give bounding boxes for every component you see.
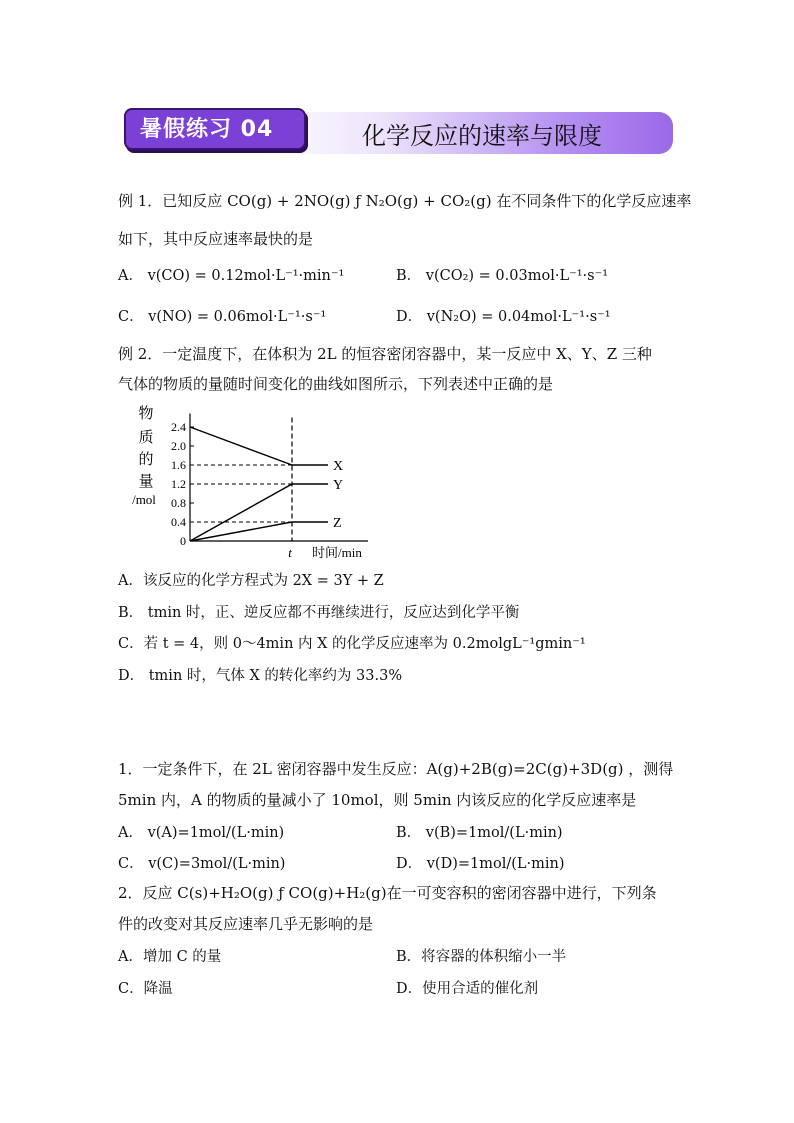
q2-option-d: D．使用合适的催化剂 bbox=[396, 981, 539, 997]
y-tick-label: 0.4 bbox=[171, 515, 186, 529]
y-tick-label: 0.8 bbox=[171, 496, 186, 510]
ex1-option-c: C． v(NO) = 0.06mol·L⁻¹·s⁻¹ bbox=[118, 309, 327, 325]
page-title: 化学反应的速率与限度 bbox=[362, 122, 602, 150]
ex2-option-d: D． tmin 时，气体 X 的转化率约为 33.3% bbox=[118, 668, 403, 684]
series-line-z bbox=[190, 522, 292, 541]
x-tick-label-t: t bbox=[288, 545, 292, 560]
q1-option-b: B． v(B)=1mol/(L·min) bbox=[396, 825, 563, 841]
ex2-option-a: A．该反应的化学方程式为 2X = 3Y + Z bbox=[118, 573, 384, 589]
amount-time-chart bbox=[118, 400, 388, 564]
ex2-stem-line1: 例 2．一定温度下，在体积为 2L 的恒容密闭容器中，某一反应中 X、Y、Z 三种 bbox=[118, 345, 652, 363]
q2-stem-line1: 2．反应 C(s)+H₂O(g) ƒ CO(g)+H₂(g)在一可变容积的密闭容器中进行，下列条 bbox=[118, 884, 657, 902]
q2-option-c: C．降温 bbox=[118, 981, 173, 997]
q2-stem-line2: 件的改变对其反应速率几乎无影响的是 bbox=[118, 915, 374, 933]
y-tick-label: 0 bbox=[180, 534, 186, 548]
x-axis-label: 时间/min bbox=[312, 545, 362, 560]
ex1-option-b: B． v(CO₂) = 0.03mol·L⁻¹·s⁻¹ bbox=[396, 268, 609, 284]
series-label-z: Z bbox=[333, 516, 342, 531]
series-line-y bbox=[190, 484, 292, 541]
header-badge-label: 暑假练习 04 bbox=[140, 117, 274, 142]
q1-option-d: D． v(D)=1mol/(L·min) bbox=[396, 856, 565, 872]
ylabel-unit: /mol bbox=[132, 492, 156, 507]
ex2-option-c: C．若 t = 4，则 0～4min 内 X 的化学反应速率为 0.2molgL⁻¹gmin⁻¹ bbox=[118, 636, 586, 652]
y-tick-label: 2.0 bbox=[171, 439, 186, 453]
ex2-option-b: B． tmin 时，正、逆反应都不再继续进行，反应达到化学平衡 bbox=[118, 605, 520, 621]
series-label-x: X bbox=[333, 459, 344, 474]
ex2-stem-line2: 气体的物质的量随时间变化的曲线如图所示，下列表述中正确的是 bbox=[118, 375, 554, 393]
ylabel-char-3: 的 bbox=[138, 452, 154, 468]
chart-svg bbox=[118, 400, 388, 560]
q1-stem-line2: 5min 内，A 的物质的量减小了 10mol，则 5min 内该反应的化学反应速率是 bbox=[118, 791, 637, 809]
y-tick-label: 1.6 bbox=[171, 458, 186, 472]
ex1-option-d: D． v(N₂O) = 0.04mol·L⁻¹·s⁻¹ bbox=[396, 309, 611, 325]
series-line-x bbox=[190, 427, 292, 465]
ex1-option-a: A． v(CO) = 0.12mol·L⁻¹·min⁻¹ bbox=[118, 268, 345, 284]
ylabel-char-2: 质 bbox=[138, 430, 154, 446]
q2-option-b: B．将容器的体积缩小一半 bbox=[396, 949, 567, 965]
q1-stem-line1: 1．一定条件下，在 2L 密闭容器中发生反应：A(g)+2B(g)=2C(g)+3D(g) ，测得 bbox=[118, 760, 674, 778]
q2-option-a: A．增加 C 的量 bbox=[118, 949, 222, 965]
q1-option-a: A． v(A)=1mol/(L·min) bbox=[118, 825, 285, 841]
ex1-stem-line2: 如下，其中反应速率最快的是 bbox=[118, 230, 314, 248]
y-tick-label: 2.4 bbox=[171, 420, 186, 434]
q1-option-c: C． v(C)=3mol/(L·min) bbox=[118, 856, 286, 872]
ex1-stem-line1: 例 1．已知反应 CO(g) + 2NO(g) ƒ N₂O(g) + CO₂(g) 在不同条件下的化学反应速率 bbox=[118, 192, 692, 210]
series-label-y: Y bbox=[333, 478, 344, 493]
ylabel-char-1: 物 bbox=[138, 406, 154, 422]
ylabel-char-4: 量 bbox=[138, 474, 154, 490]
y-tick-label: 1.2 bbox=[171, 477, 186, 491]
